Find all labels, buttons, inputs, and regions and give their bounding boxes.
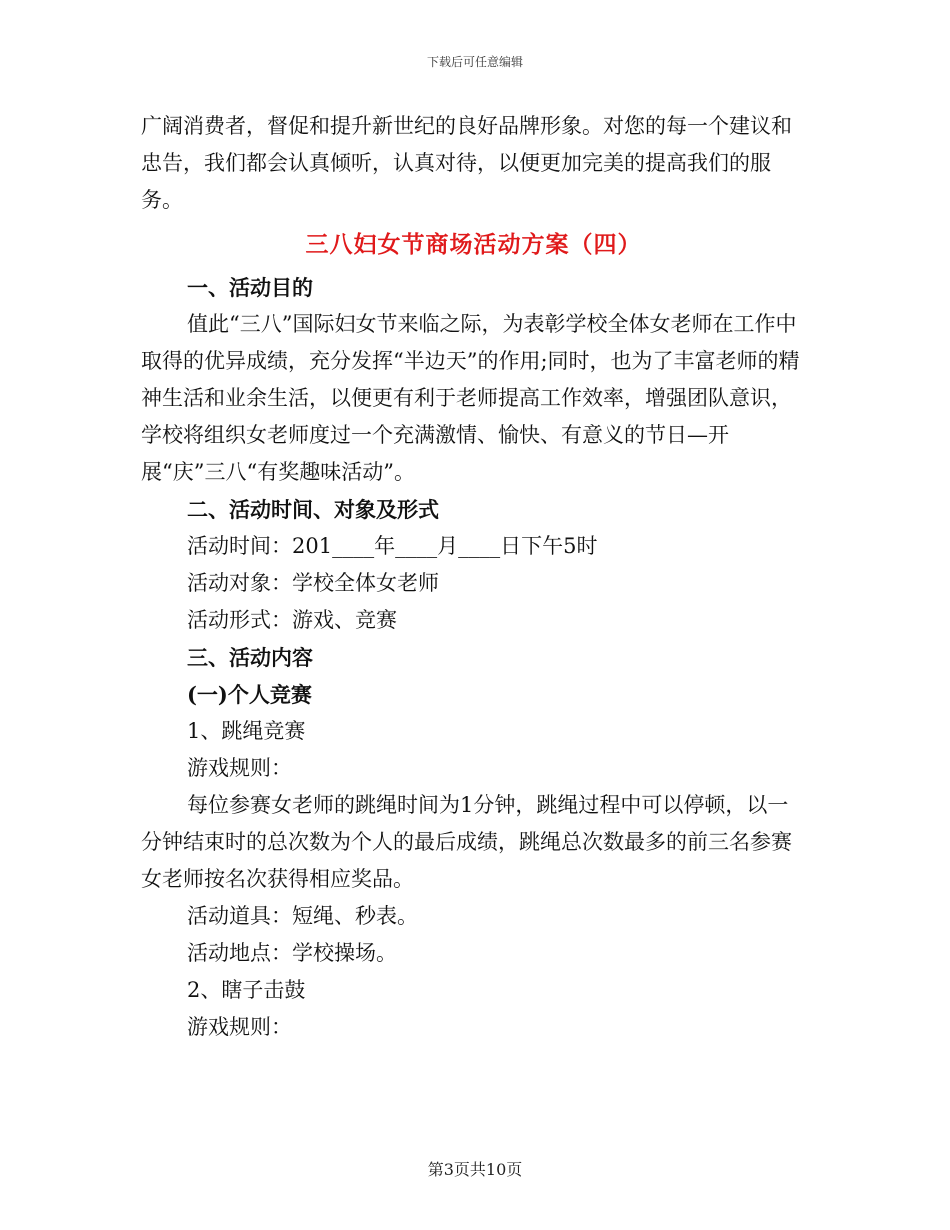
paragraph-continuation: 广阔消费者，督促和提升新世纪的良好品牌形象。对您的每一个建议和忠告，我们都会认真倾听，认真对待，以便更加完美的提高我们的服务。 (141, 114, 792, 212)
document-body (141, 108, 806, 1046)
rules-label-2: 游戏规则： (187, 1015, 292, 1039)
activity-props: 活动道具：短绳、秒表。 (187, 904, 418, 928)
subheading-individual: (一)个人竞赛 (187, 682, 312, 707)
item-jump-rope: 1、跳绳竞赛 (187, 719, 306, 743)
page-header: 下载后可任意编辑 (426, 55, 523, 69)
section-title: 三八妇女节商场活动方案（四） (305, 231, 642, 258)
rules-label-1: 游戏规则： (187, 756, 292, 780)
item-blind-drum: 2、瞎子击鼓 (187, 978, 306, 1002)
heading-purpose: 一、活动目的 (187, 275, 313, 300)
paragraph-purpose: 值此“三八”国际妇女节来临之际，为表彰学校全体女老师在工作中取得的优异成绩，充分发挥“半边天”的作用;同时，也为了丰富老师的精神生活和业余生活，以便更有利于老师提高工作效率，增强团队意识，学校将组织女老师度过一个充满激情、愉快、有意义的节日—开展“庆”三八“有奖趣味活动”。 (141, 312, 800, 484)
heading-time-target-form: 二、活动时间、对象及形式 (187, 497, 439, 522)
page-footer: 第3页共10页 (427, 1160, 523, 1179)
activity-place: 活动地点：学校操场。 (187, 941, 397, 965)
activity-target: 活动对象：学校全体女老师 (187, 571, 439, 595)
activity-time: 活动时间：201____年____月____日下午5时 (187, 534, 598, 558)
paragraph-jump-rope-rules: 每位参赛女老师的跳绳时间为1分钟，跳绳过程中可以停顿，以一分钟结束时的总次数为个人的最后成绩，跳绳总次数最多的前三名参赛女老师按名次获得相应奖品。 (141, 793, 792, 891)
heading-content: 三、活动内容 (187, 645, 313, 670)
activity-form: 活动形式：游戏、竞赛 (187, 608, 397, 632)
